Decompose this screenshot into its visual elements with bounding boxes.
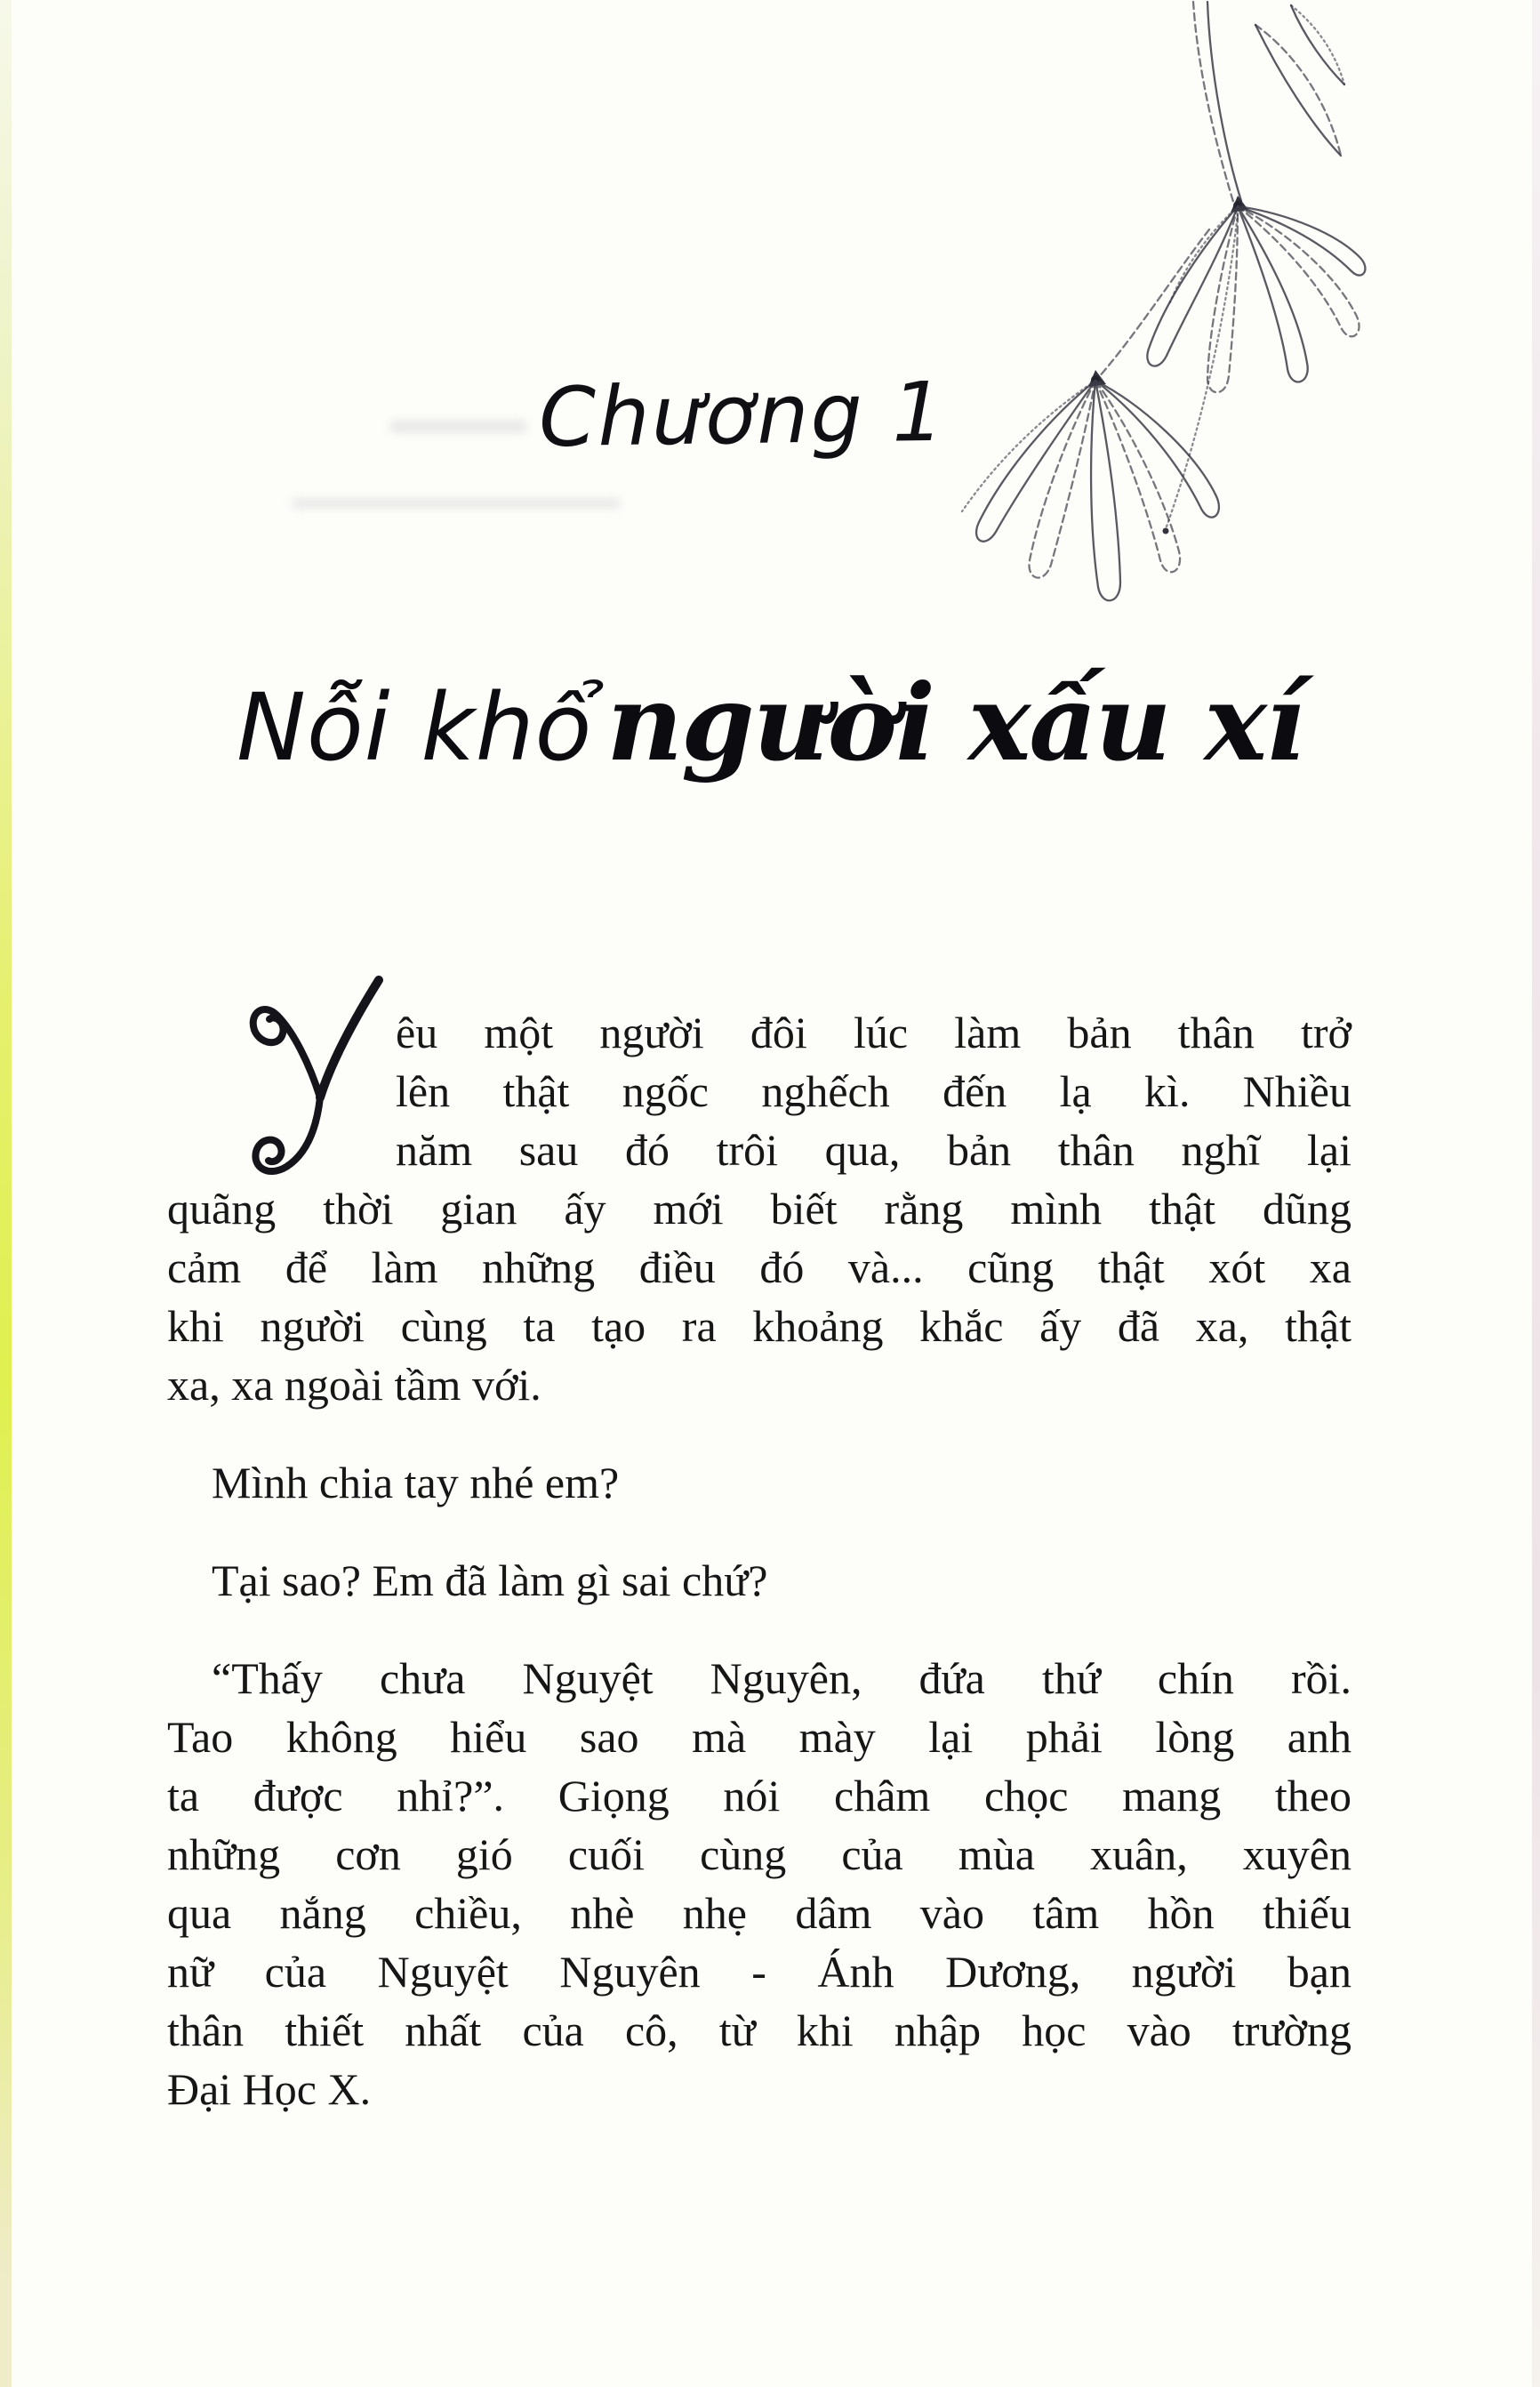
text-line: khi người cùng ta tạo ra khoảng khắc ấy đã xa, thật <box>167 1301 1352 1351</box>
text-line: nữ của Nguyệt Nguyên - Ánh Dương, người bạn <box>167 1947 1352 1997</box>
drop-cap-y <box>167 1003 396 1177</box>
paragraph <box>167 1003 1352 1414</box>
text-line: xa, xa ngoài tầm với. <box>167 1360 541 1410</box>
text-line: “Thấy chưa Nguyệt Nguyên, đứa thứ chín rồi. <box>212 1653 1352 1703</box>
paragraph <box>167 1649 1352 2118</box>
text-line: Tao không hiểu sao mà mày lại phải lòng anh <box>167 1712 1352 1762</box>
paragraph <box>167 1453 1352 1512</box>
text-line: Mình chia tay nhé em? <box>212 1458 620 1507</box>
paragraph <box>167 1551 1352 1610</box>
text-line: Tại sao? Em đã làm gì sai chứ? <box>212 1555 768 1605</box>
text-line: qua nắng chiều, nhè nhẹ dâm vào tâm hồn thiếu <box>167 1888 1352 1938</box>
text-line: êu một người đôi lúc làm bản thân trở <box>396 1008 1352 1057</box>
chapter-heading: Chương 1 <box>538 364 947 466</box>
scan-smudge <box>389 420 527 433</box>
text-line: Đại Học X. <box>167 2064 372 2114</box>
text-line: năm sau đó trôi qua, bản thân nghĩ lại <box>396 1125 1352 1175</box>
title-script: người xấu xí <box>606 661 1303 784</box>
page-edge-left <box>0 0 12 2387</box>
flower-illustration <box>907 0 1369 649</box>
page-edge-right <box>1532 0 1540 2387</box>
text-line: quãng thời gian ấy mới biết rằng mình thật dũng <box>167 1184 1352 1234</box>
text-line: ta được nhỉ?”. Giọng nói châm chọc mang theo <box>167 1771 1352 1820</box>
text-line: thân thiết nhất của cô, từ khi nhập học vào trường <box>167 2005 1352 2055</box>
text-line: những cơn gió cuối cùng của mùa xuân, xuyên <box>167 1829 1352 1879</box>
page-title <box>0 660 1540 793</box>
body-text <box>167 1003 1352 2118</box>
title-regular: Nỗi khổ <box>237 673 593 782</box>
scan-smudge <box>292 498 621 509</box>
text-line: lên thật ngốc nghếch đến lạ kì. Nhiều <box>396 1066 1352 1116</box>
text-line: cảm để làm những điều đó và... cũng thật xót xa <box>167 1242 1352 1292</box>
